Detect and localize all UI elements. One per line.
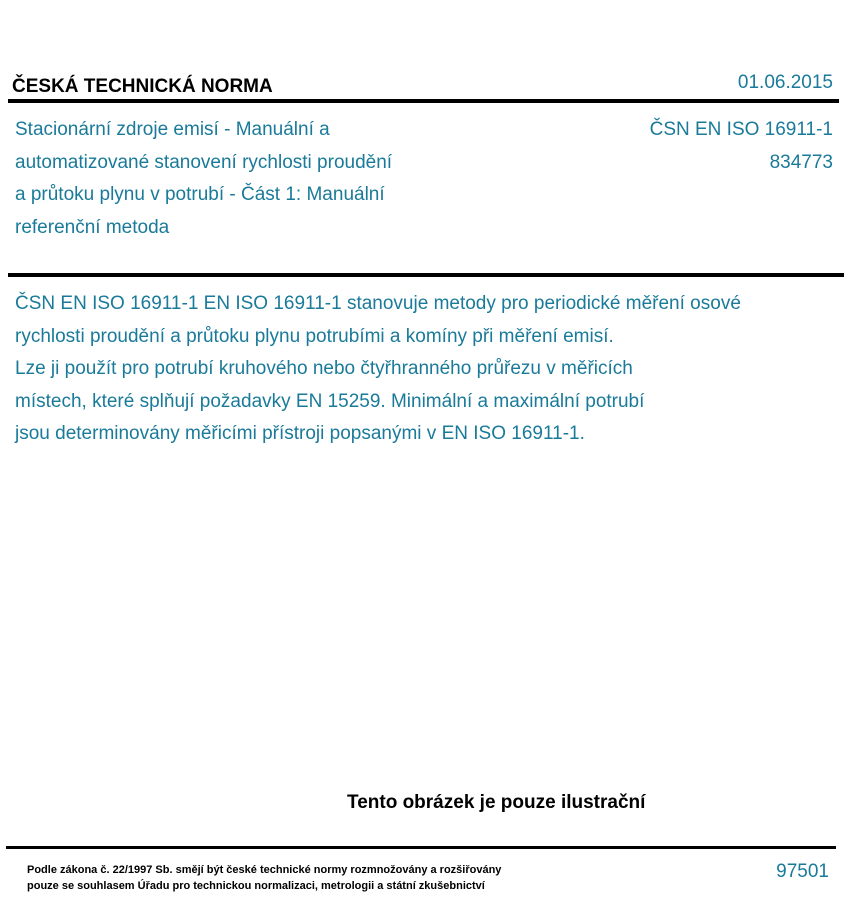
footer-divider xyxy=(6,846,836,849)
page-title: ČESKÁ TECHNICKÁ NORMA xyxy=(12,76,273,97)
abstract xyxy=(15,288,741,451)
abstract-line: ČSN EN ISO 16911-1 EN ISO 16911-1 stanovuje metody pro periodické měření osové xyxy=(15,293,741,314)
abstract-line: rychlosti proudění a průtoku plynu potrubími a komíny při měření emisí. xyxy=(15,325,614,347)
standard-identifiers xyxy=(650,114,833,179)
standard-title-line: a průtoku plynu v potrubí - Část 1: Manuální xyxy=(15,184,385,205)
standard-code: ČSN EN ISO 16911-1 xyxy=(649,119,833,140)
catalog-number: 97501 xyxy=(776,861,829,882)
illustration-note: Tento obrázek je pouze ilustrační xyxy=(347,792,646,813)
publication-date: 01.06.2015 xyxy=(737,72,833,93)
header-divider xyxy=(8,99,839,103)
legal-note-line: pouze se souhlasem Úřadu pro technickou normalizaci, metrologii a státní zkušebnictví xyxy=(27,879,485,892)
abstract-line: jsou determinovány měřicími přístroji popsanými v EN ISO 16911-1. xyxy=(15,423,585,444)
standard-title xyxy=(15,114,460,244)
standard-title-line: Stacionární zdroje emisí - Manuální a xyxy=(15,119,330,140)
legal-note-line: Podle zákona č. 22/1997 Sb. smějí být české technické normy rozmnožovány a rozšiřovány xyxy=(27,864,502,876)
class-number: 834773 xyxy=(769,151,833,173)
standard-title-line: referenční metoda xyxy=(15,216,170,238)
abstract-line: Lze ji použít pro potrubí kruhového nebo čtyřhranného průřezu v měřicích xyxy=(15,358,633,379)
abstract-line: místech, které splňují požadavky EN 15259. Minimální a maximální potrubí xyxy=(15,390,645,412)
title-divider xyxy=(8,273,844,277)
legal-note xyxy=(27,863,501,894)
standard-title-line: automatizované stanovení rychlosti proudění xyxy=(15,151,393,173)
